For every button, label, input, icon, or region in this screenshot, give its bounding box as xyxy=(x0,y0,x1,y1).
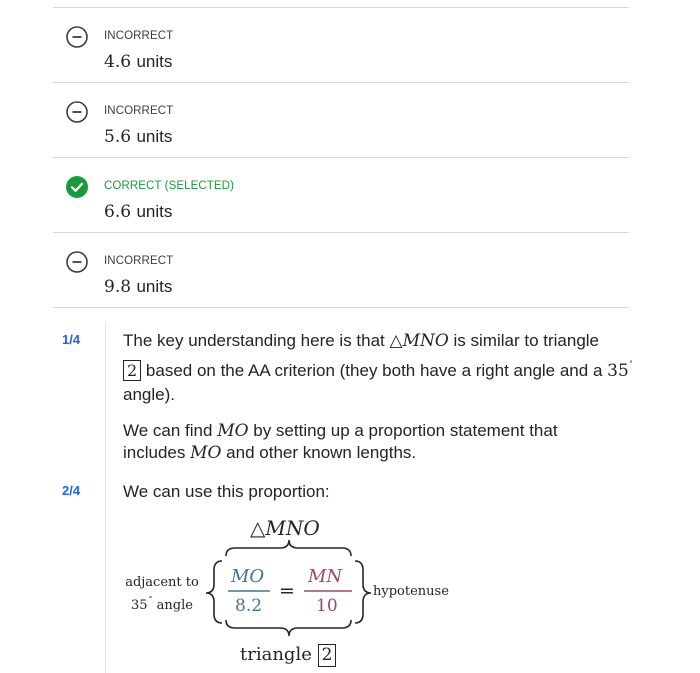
hint-rail xyxy=(105,322,106,673)
minus-circle-icon xyxy=(65,100,89,124)
choice-status: INCORRECT xyxy=(104,30,174,42)
choice-status: INCORRECT xyxy=(104,105,174,117)
triangle-number-box: 2 xyxy=(318,644,337,667)
choice-status: CORRECT (SELECTED) xyxy=(104,180,235,192)
degree-symbol: ˚ xyxy=(148,596,153,605)
step-number-2: 2/4 xyxy=(62,483,81,498)
answer-choice-4[interactable] xyxy=(53,233,629,308)
hint-text: by setting up a proportion statement that includes xyxy=(123,421,558,462)
choice-value: 4.6 xyxy=(104,52,132,72)
answer-choice-1[interactable] xyxy=(53,8,629,83)
minus-circle-icon xyxy=(65,250,89,274)
triangle-symbol: △ xyxy=(389,331,403,351)
degree-symbol: ˚ xyxy=(629,360,633,370)
diagram-left-label xyxy=(124,574,200,615)
step-number-1: 1/4 xyxy=(62,332,81,347)
minus-circle-icon xyxy=(65,25,89,49)
angle-value: 35 xyxy=(131,598,148,613)
left-label-line1: adjacent to xyxy=(125,575,199,590)
hint-text: We can find xyxy=(123,421,218,440)
hint-step-2-text: We can use this proportion: xyxy=(123,482,330,501)
bottom-label-word: triangle xyxy=(240,644,312,665)
diagram-bottom-label xyxy=(240,644,336,667)
triangle-number-box: 2 xyxy=(123,360,141,381)
hint-text: angle). xyxy=(123,385,175,404)
fraction-left-numerator: MO xyxy=(231,566,265,587)
choice-answer xyxy=(104,202,172,222)
angle-value: 35 xyxy=(607,361,629,381)
fraction-right-denominator: 10 xyxy=(316,596,338,616)
choice-unit: units xyxy=(136,52,173,71)
answer-choice-2[interactable] xyxy=(53,83,629,158)
triangle-symbol: △ xyxy=(250,516,266,540)
choice-answer xyxy=(104,127,172,147)
hint-text: and other known lengths. xyxy=(221,443,417,462)
hint-text: The key understanding here is that xyxy=(123,331,390,350)
checkmark-circle-icon xyxy=(65,175,89,199)
fraction-right-numerator: MN xyxy=(308,566,343,587)
choice-status: INCORRECT xyxy=(104,255,174,267)
left-brace xyxy=(206,561,222,623)
hint-step-1-paragraph-2 xyxy=(123,420,623,464)
bottom-brace xyxy=(226,620,351,636)
diagram-right-label: hypotenuse xyxy=(373,584,449,599)
choice-value: 6.6 xyxy=(104,202,132,222)
equals-sign: = xyxy=(279,580,295,602)
answer-choice-3[interactable] xyxy=(53,158,629,233)
choice-unit: units xyxy=(136,202,173,221)
right-brace xyxy=(355,561,371,623)
answer-choices xyxy=(53,7,629,308)
segment-mo: MO xyxy=(217,421,249,441)
choice-value: 5.6 xyxy=(104,127,132,147)
left-label-word: angle xyxy=(152,598,193,613)
choice-value: 9.8 xyxy=(104,277,132,297)
triangle-name: MNO xyxy=(265,516,320,540)
triangle-name: MNO xyxy=(402,331,449,351)
top-brace xyxy=(226,540,351,556)
diagram-top-label xyxy=(250,516,320,540)
hint-text: based on the AA criterion (they both have a right angle and a xyxy=(141,361,608,380)
choice-unit: units xyxy=(136,127,173,146)
left-label-line2 xyxy=(124,592,200,615)
choice-answer xyxy=(104,277,172,297)
hint-text: is similar to triangle xyxy=(448,331,600,350)
choice-answer xyxy=(104,52,172,72)
fraction-left-denominator: 8.2 xyxy=(235,596,263,616)
choice-unit: units xyxy=(136,277,173,296)
segment-mo: MO xyxy=(190,443,222,463)
hint-step-1-paragraph-1 xyxy=(123,329,643,407)
